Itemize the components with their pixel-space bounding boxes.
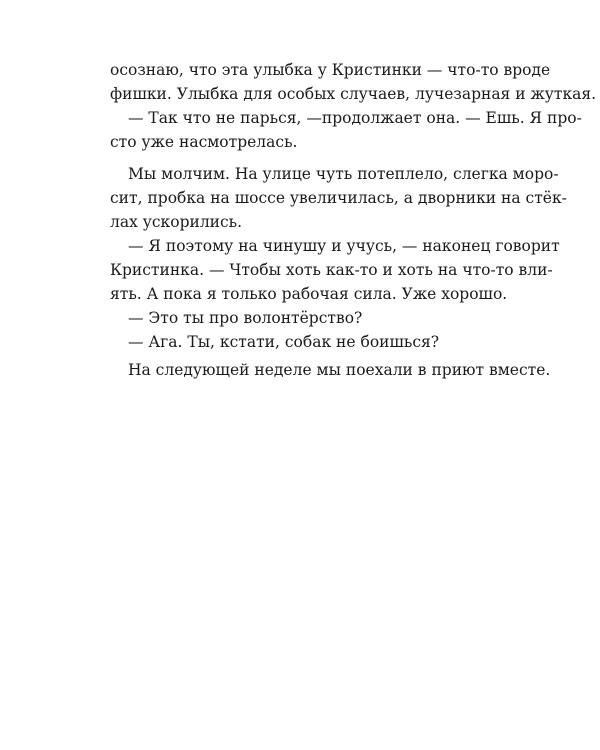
text-line: фишки. Улыбка для особых случаев, лучезарная и жуткая. [110, 85, 597, 103]
text-line: — Так что не парься, —продолжает она. — Ешь. Я про- [128, 109, 582, 127]
text-line: сто уже насмотрелась. [110, 133, 298, 151]
text-line: — Это ты про волонтёрство? [128, 309, 363, 327]
text-line: осознаю, что эта улыбка у Кристинки — что-то вроде [110, 61, 551, 79]
text-line: Кристинка. — Чтобы хоть как-то и хоть на что-то вли- [110, 261, 553, 279]
text-line: — Ага. Ты, кстати, собак не боишься? [128, 333, 440, 351]
text-line: ять. А пока я только рабочая сила. Уже хорошо. [110, 285, 508, 303]
text-line: лах ускорились. [110, 213, 243, 231]
text-line: На следующей неделе мы поехали в приют вместе. [128, 361, 551, 379]
text-line: — Я поэтому на чинушу и учусь, — наконец говорит [128, 237, 560, 255]
text-line: Мы молчим. На улице чуть потеплело, слегка моро- [128, 165, 559, 183]
text-line: сит, пробка на шоссе увеличилась, а дворники на стёк- [110, 189, 567, 207]
